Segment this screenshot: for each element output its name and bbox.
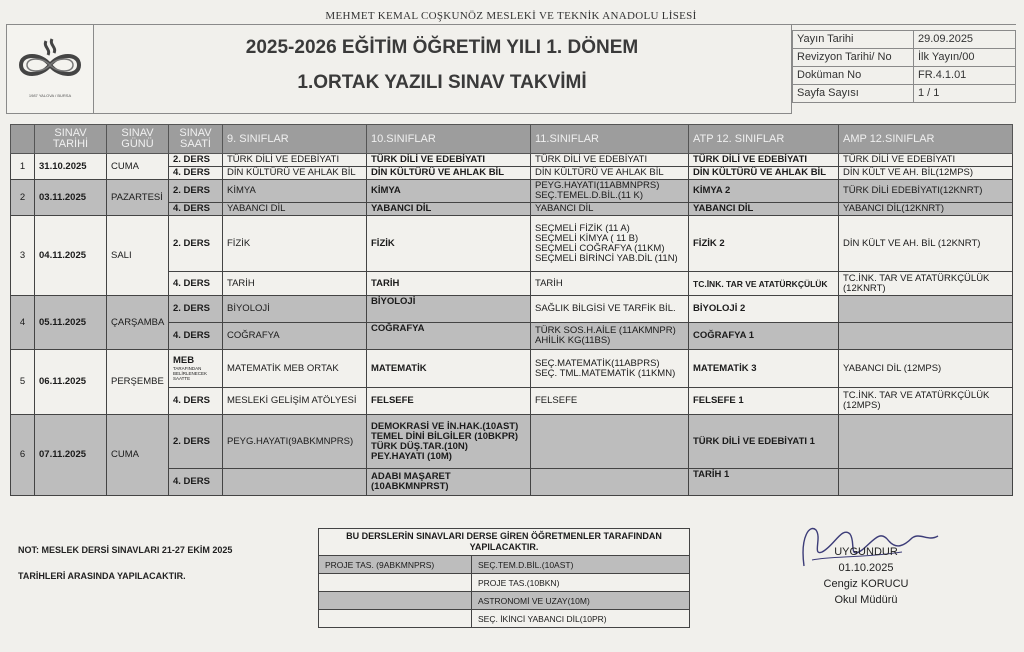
table-row — [319, 574, 690, 592]
cell-grade-11: TÜRK SOS.H.AİLE (11AKMNPR) AHİLİK KG(11BS) — [531, 323, 689, 350]
document-sheet — [6, 8, 1016, 648]
document-subtitle: 1.ORTAK YAZILI SINAV TAKVİMİ — [297, 72, 587, 93]
exam-hour: 4. DERS — [169, 272, 223, 296]
meta-label: Revizyon Tarihi/ No — [793, 49, 914, 67]
cell-grade-12-amp — [839, 415, 1013, 469]
signer-role: Okul Müdürü — [834, 594, 898, 606]
exam-hour: 2. DERS — [169, 296, 223, 323]
exam-date: 05.11.2025 — [35, 296, 107, 350]
cell-grade-10: MATEMATİK — [367, 350, 531, 388]
document-title: 2025-2026 EĞİTİM ÖĞRETİM YILI 1. DÖNEM — [245, 37, 639, 58]
table-row — [11, 296, 1013, 323]
cell-grade-10: YABANCI DİL — [367, 203, 531, 216]
cell-grade-12-amp: DİN KÜLT VE AH. BİL(12MPS) — [839, 167, 1013, 180]
cell-grade-9: COĞRAFYA — [223, 323, 367, 350]
cell-grade-12-amp: DİN KÜLT VE AH. BİL (12KNRT) — [839, 216, 1013, 272]
teacher-box-right: SEÇ. İKİNCİ YABANCI DİL(10PR) — [472, 610, 690, 628]
cell-grade-10: TÜRK DİLİ VE EDEBİYATI — [367, 154, 531, 167]
day-no: 1 — [11, 154, 35, 180]
cell-grade-10: DİN KÜLTÜRÜ VE AHLAK BİL — [367, 167, 531, 180]
cell-grade-9: TARİH — [223, 272, 367, 296]
cell-grade-10: COĞRAFYA — [367, 323, 531, 350]
cell-grade-10: DEMOKRASİ VE İN.HAK.(10AST) TEMEL DİNİ BİLGİLER (10BKPR) TÜRK DÜŞ.TAR.(10N) PEY.HAYATI (10M) — [367, 415, 531, 469]
cell-grade-12-atp: KİMYA 2 — [689, 180, 839, 203]
col-exam-date: SINAV TARİHİ — [35, 125, 107, 154]
cell-grade-9 — [223, 469, 367, 496]
title-box — [93, 24, 792, 114]
exam-hour: 2. DERS — [169, 415, 223, 469]
exam-hour: 4. DERS — [169, 469, 223, 496]
exam-day: ÇARŞAMBA — [107, 296, 169, 350]
approval-date: 01.10.2025 — [838, 562, 894, 574]
cell-grade-11: FELSEFE — [531, 388, 689, 415]
day-no: 6 — [11, 415, 35, 496]
col-exam-hour: SINAV SAATİ — [169, 125, 223, 154]
exam-hour: 4. DERS — [169, 388, 223, 415]
cell-grade-10: ADABI MAŞARET (10ABKMNPRST) — [367, 469, 531, 496]
teacher-box-right: PROJE TAS.(10BKN) — [472, 574, 690, 592]
meta-row — [793, 31, 1016, 49]
meta-row — [793, 49, 1016, 67]
exam-date: 06.11.2025 — [35, 350, 107, 415]
exam-day: CUMA — [107, 154, 169, 180]
cell-grade-9: YABANCI DİL — [223, 203, 367, 216]
document-meta-table — [792, 30, 1016, 103]
cell-grade-9: KİMYA — [223, 180, 367, 203]
exam-hour: 2. DERS — [169, 180, 223, 203]
day-no: 3 — [11, 216, 35, 296]
cell-grade-11 — [531, 415, 689, 469]
exam-date: 07.11.2025 — [35, 415, 107, 496]
cell-grade-12-amp: TC.İNK. TAR VE ATATÜRKÇÜLÜK (12MPS) — [839, 388, 1013, 415]
cell-grade-12-atp: TÜRK DİLİ VE EDEBİYATI — [689, 154, 839, 167]
cell-grade-12-amp: TÜRK DİLİ EDEBİYATI(12KNRT) — [839, 180, 1013, 203]
cell-grade-9: FİZİK — [223, 216, 367, 272]
teacher-box-right: SEÇ.TEM.D.BİL.(10AST) — [472, 556, 690, 574]
table-row — [11, 216, 1013, 272]
logo-caption: 1987 YALOVA / BURSA — [28, 93, 72, 98]
cell-grade-11: SEÇ.MATEMATİK(11ABPRS) SEÇ. TML.MATEMATİK (11KMN) — [531, 350, 689, 388]
cell-grade-12-atp: BİYOLOJİ 2 — [689, 296, 839, 323]
cell-grade-10: KİMYA — [367, 180, 531, 203]
teacher-box-left — [319, 610, 472, 628]
cell-grade-11: TARİH — [531, 272, 689, 296]
exam-hour-label: MEB — [173, 355, 195, 366]
exam-hour: 4. DERS — [169, 203, 223, 216]
cell-grade-12-amp: YABANCI DİL (12MPS) — [839, 350, 1013, 388]
table-row — [11, 350, 1013, 388]
meta-label: Doküman No — [793, 67, 914, 85]
cell-grade-12-atp: YABANCI DİL — [689, 203, 839, 216]
cell-grade-12-atp: FİZİK 2 — [689, 216, 839, 272]
cell-grade-11: DİN KÜLTÜRÜ VE AHLAK BİL — [531, 167, 689, 180]
cell-grade-12-atp: MATEMATİK 3 — [689, 350, 839, 388]
teacher-box-heading-row — [319, 529, 690, 556]
exam-day: CUMA — [107, 415, 169, 496]
meta-value: 29.09.2025 — [914, 31, 1016, 49]
meta-row — [793, 67, 1016, 85]
meta-value: İlk Yayın/00 — [914, 49, 1016, 67]
exam-hour: 4. DERS — [169, 323, 223, 350]
cell-grade-9: MESLEKİ GELİŞİM ATÖLYESİ — [223, 388, 367, 415]
cell-grade-12-amp — [839, 296, 1013, 323]
note-line-1: NOT: MESLEK DERSİ SINAVLARI 21-27 EKİM 2025 — [18, 545, 233, 555]
cell-grade-11 — [531, 469, 689, 496]
day-no: 4 — [11, 296, 35, 350]
cell-grade-9: BİYOLOJİ — [223, 296, 367, 323]
cell-grade-10: TARİH — [367, 272, 531, 296]
cell-grade-12-atp: TÜRK DİLİ VE EDEBİYATI 1 — [689, 415, 839, 469]
cell-grade-11: PEYG.HAYATI(11ABMNPRS) SEÇ.TEMEL.D.BİL.(11 K) — [531, 180, 689, 203]
exam-hour-note: TARAFINDAN BELİRLENECEK SAATTE — [173, 366, 208, 381]
table-row — [11, 180, 1013, 203]
cell-grade-10: FİZİK — [367, 216, 531, 272]
col-grade-11: 11.SINIFLAR — [531, 125, 689, 154]
exam-day: PERŞEMBE — [107, 350, 169, 415]
cell-grade-12-amp — [839, 469, 1013, 496]
table-row — [11, 415, 1013, 469]
cell-grade-12-atp: TC.İNK. TAR VE ATATÜRKÇÜLÜK — [689, 272, 839, 296]
cell-grade-12-amp: YABANCI DİL(12KNRT) — [839, 203, 1013, 216]
exam-day: SALI — [107, 216, 169, 296]
signer-name: Cengiz KORUCU — [823, 578, 909, 590]
cell-grade-9: DİN KÜLTÜRÜ VE AHLAK BİL — [223, 167, 367, 180]
col-grade-9: 9. SINIFLAR — [223, 125, 367, 154]
exam-hour: 2. DERS — [169, 154, 223, 167]
exam-hour: 4. DERS — [169, 167, 223, 180]
cell-grade-9: PEYG.HAYATI(9ABKMNPRS) — [223, 415, 367, 469]
approval-text: UYGUNDUR — [834, 546, 898, 558]
cell-grade-11: YABANCI DİL — [531, 203, 689, 216]
table-row — [319, 610, 690, 628]
day-no: 2 — [11, 180, 35, 216]
cell-grade-11: TÜRK DİLİ VE EDEBİYATI — [531, 154, 689, 167]
table-header-row — [11, 125, 1013, 154]
cell-grade-10: FELSEFE — [367, 388, 531, 415]
cell-grade-9: TÜRK DİLİ VE EDEBİYATI — [223, 154, 367, 167]
meta-value: FR.4.1.01 — [914, 67, 1016, 85]
document-header — [6, 24, 1016, 114]
meta-label: Yayın Tarihi — [793, 31, 914, 49]
cell-grade-12-amp — [839, 323, 1013, 350]
cell-grade-10: BİYOLOJİ — [367, 296, 531, 323]
col-exam-day: SINAV GÜNÜ — [107, 125, 169, 154]
table-row — [319, 556, 690, 574]
cell-grade-12-atp: DİN KÜLTÜRÜ VE AHLAK BİL — [689, 167, 839, 180]
teacher-box-right: ASTRONOMİ VE UZAY(10M) — [472, 592, 690, 610]
exam-hour — [169, 350, 223, 388]
cell-grade-12-amp: TÜRK DİLİ VE EDEBİYATI — [839, 154, 1013, 167]
teacher-exams-table — [318, 528, 690, 628]
cell-grade-12-atp: FELSEFE 1 — [689, 388, 839, 415]
school-name: MEHMET KEMAL COŞKUNÖZ MESLEKİ VE TEKNİK ANADOLU LİSESİ — [6, 8, 1016, 25]
meta-value: 1 / 1 — [914, 85, 1016, 103]
teacher-box-left — [319, 574, 472, 592]
col-grade-10: 10.SINIFLAR — [367, 125, 531, 154]
table-row — [11, 154, 1013, 167]
day-no: 5 — [11, 350, 35, 415]
teacher-box-heading: BU DERSLERİN SINAVLARI DERSE GİREN ÖĞRETMENLER TARAFINDAN YAPILACAKTIR. — [319, 529, 690, 556]
cell-grade-12-atp: COĞRAFYA 1 — [689, 323, 839, 350]
exam-day: PAZARTESİ — [107, 180, 169, 216]
col-no — [11, 125, 35, 154]
exam-date: 03.11.2025 — [35, 180, 107, 216]
cell-grade-11: SEÇMELİ FİZİK (11 A) SEÇMELİ KİMYA ( 11 B) SEÇMELİ COĞRAFYA (11KM) SEÇMELİ BİRİNCİ YAB.DİL (11N) — [531, 216, 689, 272]
exam-date: 31.10.2025 — [35, 154, 107, 180]
col-grade-12-amp: AMP 12.SINIFLAR — [839, 125, 1013, 154]
teacher-box-left: PROJE TAS. (9ABKMNPRS) — [319, 556, 472, 574]
meta-row — [793, 85, 1016, 103]
exam-date: 04.11.2025 — [35, 216, 107, 296]
note-line-2: TARİHLERİ ARASINDA YAPILACAKTIR. — [18, 571, 186, 581]
table-row — [319, 592, 690, 610]
cell-grade-11: SAĞLIK BİLGİSİ VE TARFİK BİL. — [531, 296, 689, 323]
cell-grade-12-amp: TC.İNK. TAR VE ATATÜRKÇÜLÜK (12KNRT) — [839, 272, 1013, 296]
exam-schedule-table — [10, 124, 1013, 496]
meta-label: Sayfa Sayısı — [793, 85, 914, 103]
col-grade-12-atp: ATP 12. SINIFLAR — [689, 125, 839, 154]
teacher-box-left — [319, 592, 472, 610]
cell-grade-12-atp: TARİH 1 — [689, 469, 839, 496]
school-logo — [6, 24, 94, 114]
exam-hour: 2. DERS — [169, 216, 223, 272]
cell-grade-9: MATEMATİK MEB ORTAK — [223, 350, 367, 388]
infinity-logo-icon — [13, 35, 87, 95]
